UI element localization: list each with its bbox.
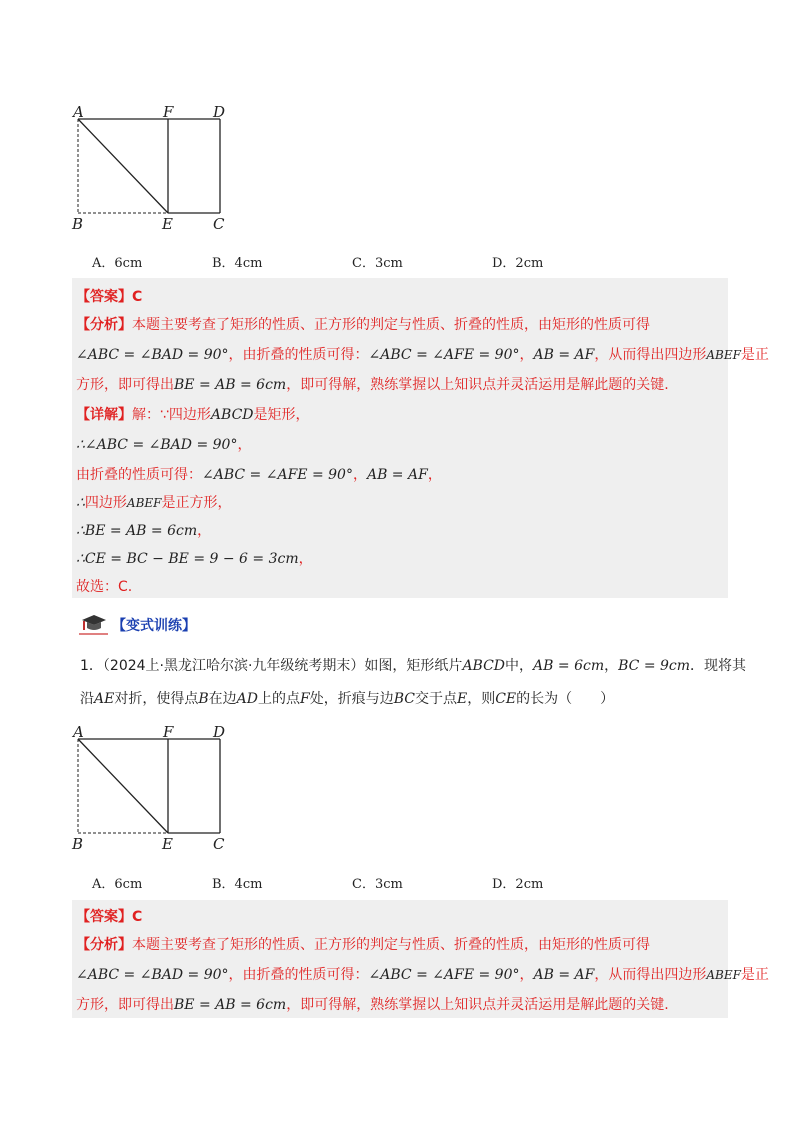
option-a: A．6cm bbox=[92, 877, 143, 892]
option-d: D．2cm bbox=[492, 877, 544, 892]
option-a: A．6cm bbox=[92, 256, 143, 271]
option-c: C．3cm bbox=[352, 256, 403, 271]
detail-line-4: ∴四边形ABEF是正方形， bbox=[76, 495, 232, 511]
solution-box-1 bbox=[72, 278, 769, 598]
label-E: E bbox=[162, 835, 173, 853]
label-D: D bbox=[213, 723, 226, 741]
option-d: D．2cm bbox=[492, 256, 544, 271]
graduation-cap-icon bbox=[78, 612, 110, 636]
analysis-line-2: ∠ABC = ∠BAD = 90°，由折叠的性质可得：∠ABC = ∠AFE = 90°，AB = AF，从而得出四边形ABEF是正 bbox=[76, 967, 769, 983]
solution-box-2 bbox=[72, 900, 769, 1018]
label-F: F bbox=[163, 103, 174, 121]
label-C: C bbox=[213, 215, 225, 233]
analysis-line-3: 方形，即可得出BE = AB = 6cm，即可得解，熟练掌握以上知识点并灵活运用是解此题的关键. bbox=[76, 377, 669, 393]
detail-line-1: 【详解】解：∵四边形ABCD是矩形， bbox=[76, 407, 310, 423]
geometry-figure-2 bbox=[70, 725, 240, 859]
option-b: B．4cm bbox=[212, 877, 263, 892]
label-D: D bbox=[213, 103, 226, 121]
fold-diagram-2 bbox=[70, 725, 240, 855]
option-b: B．4cm bbox=[212, 256, 263, 271]
question-line-1: 1．（2024上·黑龙江哈尔滨·九年级统考期末）如图，矩形纸片ABCD中，AB = 6cm，BC = 9cm．现将其 bbox=[80, 658, 747, 674]
choice-line: 故选：C. bbox=[76, 579, 133, 595]
question-line-2: 沿AE对折，使得点B在边AD上的点F处，折痕与边BC交于点E，则CE的长为（ ） bbox=[80, 691, 615, 707]
label-A: A bbox=[73, 103, 84, 121]
detail-line-5: ∴BE = AB = 6cm， bbox=[76, 523, 212, 539]
detail-line-3: 由折叠的性质可得：∠ABC = ∠AFE = 90°，AB = AF， bbox=[76, 467, 442, 483]
answer-line: 【答案】C bbox=[76, 909, 143, 925]
variant-title: 【变式训练】 bbox=[112, 618, 196, 634]
label-F: F bbox=[163, 723, 174, 741]
geometry-figure-1 bbox=[70, 105, 240, 239]
label-A: A bbox=[73, 723, 84, 741]
detail-line-6: ∴CE = BC − BE = 9 − 6 = 3cm， bbox=[76, 551, 313, 567]
fold-diagram bbox=[70, 105, 240, 235]
label-E: E bbox=[162, 215, 173, 233]
label-B: B bbox=[72, 215, 84, 233]
analysis-line-1: 【分析】本题主要考查了矩形的性质、正方形的判定与性质、折叠的性质，由矩形的性质可得 bbox=[76, 937, 650, 953]
answer-line: 【答案】C bbox=[76, 289, 143, 305]
analysis-line-3: 方形，即可得出BE = AB = 6cm，即可得解，熟练掌握以上知识点并灵活运用是解此题的关键. bbox=[76, 997, 669, 1013]
analysis-line-2: ∠ABC = ∠BAD = 90°，由折叠的性质可得：∠ABC = ∠AFE = 90°，AB = AF，从而得出四边形ABEF是正 bbox=[76, 347, 769, 363]
detail-line-2: ∴∠ABC = ∠BAD = 90°， bbox=[76, 437, 252, 453]
label-C: C bbox=[213, 835, 225, 853]
analysis-line-1: 【分析】本题主要考查了矩形的性质、正方形的判定与性质、折叠的性质，由矩形的性质可得 bbox=[76, 317, 650, 333]
option-c: C．3cm bbox=[352, 877, 403, 892]
label-B: B bbox=[72, 835, 84, 853]
